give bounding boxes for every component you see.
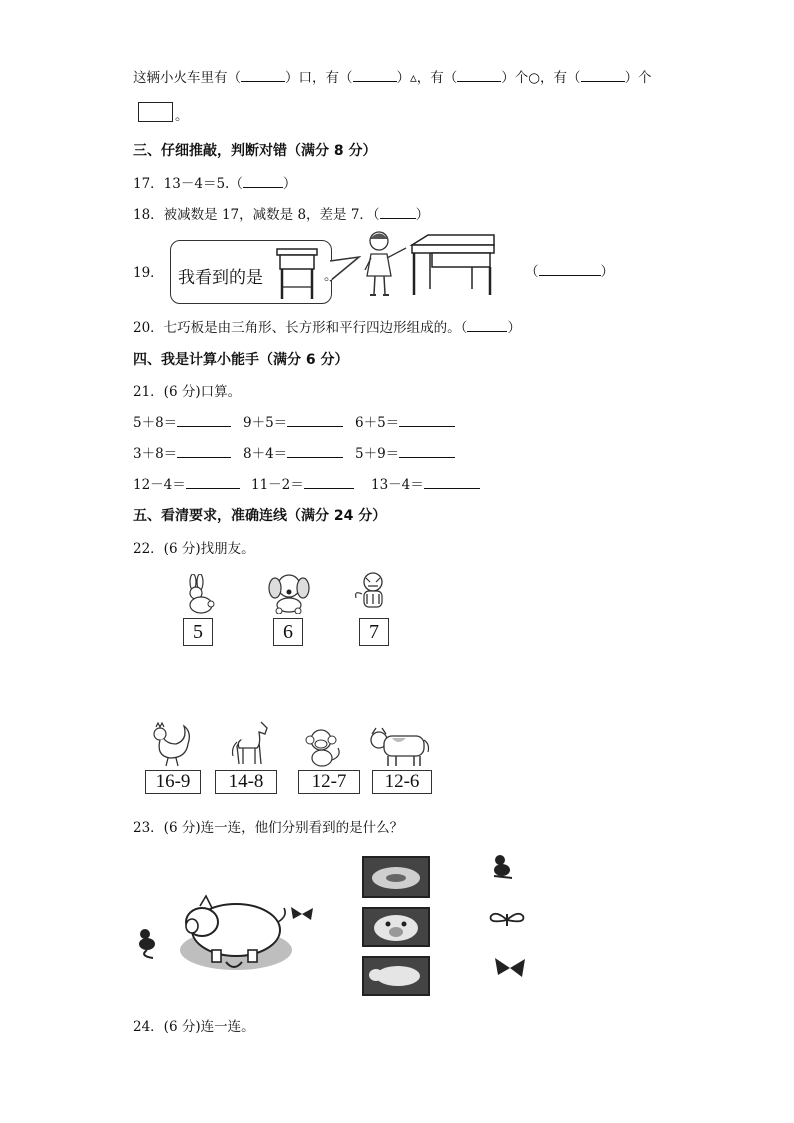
desk-side-view-icon xyxy=(274,247,320,301)
question-19-number: 19． xyxy=(133,265,164,281)
answer-blank[interactable] xyxy=(304,488,354,489)
square-shape-icon xyxy=(138,102,173,122)
tiger-icon xyxy=(352,570,392,614)
question-22-title: 22．(6 分)找朋友。 xyxy=(133,541,255,557)
view-photo-side xyxy=(362,956,430,996)
view-photo-top xyxy=(362,856,430,898)
question-24-title: 24．(6 分)连一连。 xyxy=(133,1019,255,1035)
number-card[interactable]: 5 xyxy=(183,618,213,646)
calc-row: 12－4＝ 11－2＝ 13－4＝ xyxy=(133,473,480,493)
number-card[interactable]: 6 xyxy=(273,618,303,646)
number-card[interactable]: 7 xyxy=(359,618,389,646)
section-3-title: 三、仔细推敲，判断对错（满分 8 分） xyxy=(133,143,377,159)
answer-blank[interactable] xyxy=(539,275,601,276)
answer-blank[interactable] xyxy=(177,457,231,458)
section-4-title: 四、我是计算小能手（满分 6 分） xyxy=(133,352,349,368)
answer-blank[interactable] xyxy=(467,331,507,332)
question-18: 18．被减数是 17，减数是 8，差是 7．（ ） xyxy=(133,207,430,223)
desk-front-view-icon xyxy=(408,233,498,299)
answer-blank[interactable] xyxy=(581,81,625,82)
mouse-icon xyxy=(133,926,163,960)
expression-card[interactable]: 14-8 xyxy=(215,770,277,794)
dog-icon xyxy=(265,572,311,614)
butterfly-icon xyxy=(289,905,315,923)
expression-card[interactable]: 12-7 xyxy=(298,770,360,794)
question-20: 20．七巧板是由三角形、长方形和平行四边形组成的。（ ） xyxy=(133,320,521,336)
pig-icon xyxy=(178,892,294,976)
answer-blank[interactable] xyxy=(399,426,455,427)
girl-icon xyxy=(360,228,410,300)
mouse-icon xyxy=(488,852,516,884)
question-21-title: 21．(6 分)口算。 xyxy=(133,384,242,400)
answer-blank[interactable] xyxy=(380,218,416,219)
q16-line: 这辆小火车里有（ ）口，有（ ）▵，有（ ）个○，有（ ）个 xyxy=(133,70,652,86)
butterfly-icon xyxy=(488,908,526,932)
question-23-title: 23．(6 分)连一连，他们分别看到的是什么？ xyxy=(133,820,404,836)
monkey-icon xyxy=(302,726,344,768)
butterfly-icon xyxy=(492,955,528,981)
section-5-title: 五、看清要求，准确连线（满分 24 分） xyxy=(133,508,387,524)
answer-blank[interactable] xyxy=(186,488,240,489)
horse-icon xyxy=(229,720,277,768)
calc-row: 5＋8＝ 9＋5＝ 6＋5＝ xyxy=(133,411,455,431)
expression-card[interactable]: 12-6 xyxy=(372,770,432,794)
answer-blank[interactable] xyxy=(457,81,501,82)
question-19-answer: （ ） xyxy=(525,264,614,280)
answer-blank[interactable] xyxy=(243,187,283,188)
calc-row: 3＋8＝ 8＋4＝ 5＋9＝ xyxy=(133,442,455,462)
answer-blank[interactable] xyxy=(287,457,343,458)
cow-icon xyxy=(368,726,432,770)
expression-card[interactable]: 16-9 xyxy=(145,770,201,794)
answer-blank[interactable] xyxy=(399,457,455,458)
answer-blank[interactable] xyxy=(177,426,231,427)
rabbit-icon xyxy=(181,574,217,614)
answer-blank[interactable] xyxy=(241,81,285,82)
answer-blank[interactable] xyxy=(353,81,397,82)
bubble-text: 我看到的是 xyxy=(178,268,263,288)
view-photo-front xyxy=(362,907,430,947)
rooster-icon xyxy=(146,722,198,768)
answer-blank[interactable] xyxy=(287,426,343,427)
answer-blank[interactable] xyxy=(424,488,480,489)
question-17: 17．13－4＝5.（ ） xyxy=(133,176,297,192)
